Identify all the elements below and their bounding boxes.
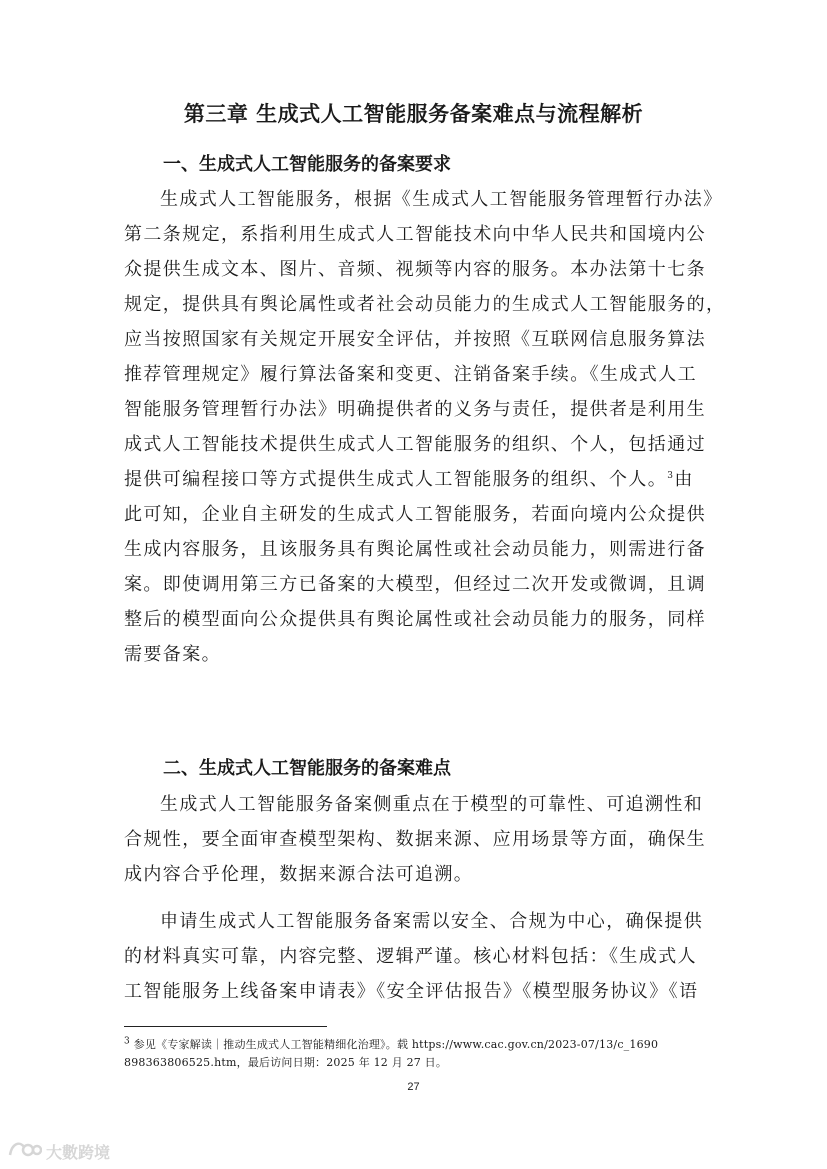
page-number: 27 xyxy=(407,1081,420,1093)
text-segment: 由 xyxy=(674,469,694,490)
text-line: 第二条规定，系指利用生成式人工智能技术向中华人民共和国境内公 xyxy=(124,224,706,245)
chapter-title: 第三章 生成式人工智能服务备案难点与流程解析 xyxy=(183,102,644,126)
text-line: 智能服务管理暂行办法》明确提供者的义务与责任，提供者是利用生 xyxy=(124,399,706,420)
section-2-paragraph-1 xyxy=(124,787,708,892)
text-line: 成内容合乎伦理，数据来源合法可追溯。 xyxy=(124,864,474,885)
text-line: 需要备案。 xyxy=(124,644,221,665)
text-line: 推荐管理规定》履行算法备案和变更、注销备案手续。《生成式人工 xyxy=(124,364,697,385)
section-2-paragraph-2 xyxy=(124,904,708,1009)
footnote-divider xyxy=(124,1026,327,1027)
text-line: 生成式人工智能服务备案侧重点在于模型的可靠性、可追溯性和 xyxy=(160,794,704,815)
section-1-body xyxy=(124,182,726,672)
section-heading-2: 二、生成式人工智能服务的备案难点 xyxy=(163,758,451,779)
footnote-reference[interactable]: 3 xyxy=(667,471,675,481)
text-line: 的材料真实可靠，内容完整、逻辑严谨。核心材料包括：《生成式人 xyxy=(124,946,697,967)
footnote xyxy=(124,1036,714,1072)
watermark xyxy=(8,1139,110,1163)
footnote-line xyxy=(124,1036,714,1054)
footnote-text: 参见《专家解读｜推动生成式人工智能精细化治理》。载 https://www.cac.gov.cn/2023-07/13/c_1690 xyxy=(133,1038,659,1051)
footnote-line: 898363806525.htm，最后访问日期：2025 年 12 月 27 日。 xyxy=(124,1056,448,1069)
section-heading-1: 一、生成式人工智能服务的备案要求 xyxy=(163,154,451,175)
footnote-mark: 3 xyxy=(124,1036,130,1047)
text-line: 生成式人工智能服务，根据《生成式人工智能服务管理暂行办法》 xyxy=(160,189,723,210)
text-line: 应当按照国家有关规定开展安全评估，并按照《互联网信息服务算法 xyxy=(124,329,706,350)
text-line: 整后的模型面向公众提供具有舆论属性或社会动员能力的服务，同样 xyxy=(124,609,706,630)
text-line: 工智能服务上线备案申请表》《安全评估报告》《模型服务协议》《语 xyxy=(124,981,699,1002)
logo-icon xyxy=(8,1139,42,1163)
text-segment: 提供可编程接口等方式提供生成式人工智能服务的组织、个人。 xyxy=(124,469,668,490)
text-line-with-footnote xyxy=(124,462,708,497)
text-line: 成式人工智能技术提供生成式人工智能服务的组织、个人，包括通过 xyxy=(124,434,706,455)
text-line: 案。即使调用第三方已备案的大模型，但经过二次开发或微调，且调 xyxy=(124,574,706,595)
text-line: 众提供生成文本、图片、音频、视频等内容的服务。本办法第十七条 xyxy=(124,259,706,280)
text-line: 申请生成式人工智能服务备案需以安全、合规为中心，确保提供 xyxy=(160,911,704,932)
text-line: 生成内容服务，且该服务具有舆论属性或社会动员能力，则需进行备 xyxy=(124,539,706,560)
text-line: 规定，提供具有舆论属性或者社会动员能力的生成式人工智能服务的， xyxy=(124,294,726,315)
text-line: 合规性，要全面审查模型架构、数据来源、应用场景等方面，确保生 xyxy=(124,829,706,850)
watermark-text: 大數跨境 xyxy=(46,1142,111,1162)
text-line: 此可知，企业自主研发的生成式人工智能服务，若面向境内公众提供 xyxy=(124,504,706,525)
